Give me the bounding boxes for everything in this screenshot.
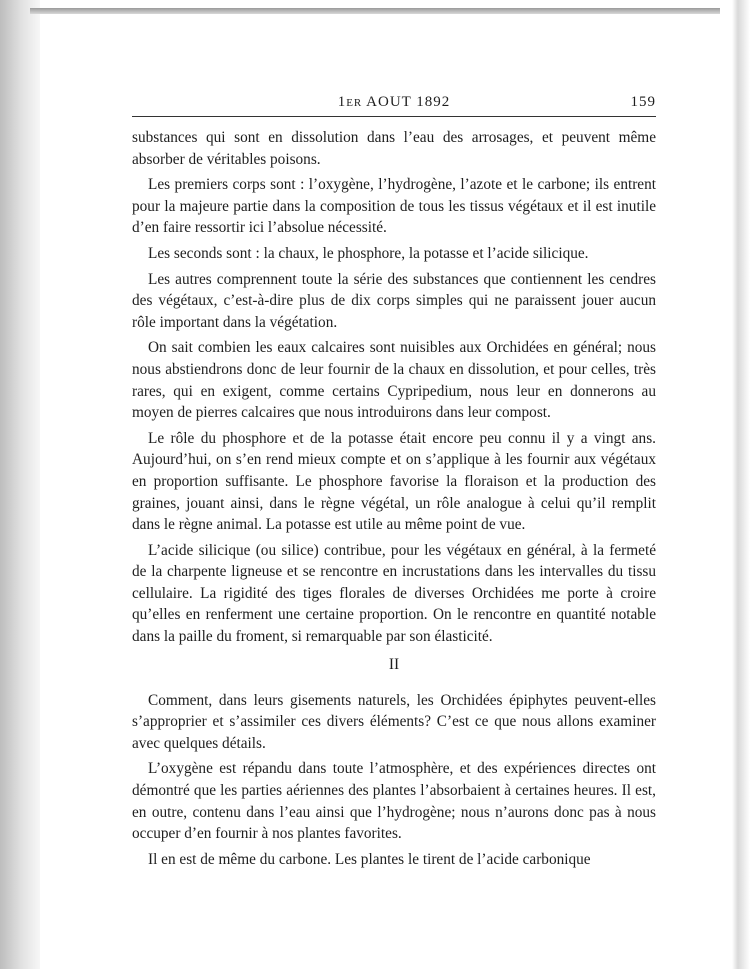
section-heading: II — [388, 655, 400, 673]
paragraph: L’acide silicique (ou silice) contribue, pour les végétaux en général, à la fermeté de la charpente ligneuse et se rencontre en incrustations dans les intervalles du tissu cellulaire. La rigidité des tiges florales de diverses Orchidées me porte à croire qu’elles en renferment une certaine proportion. On le rencontre en quantité notable dans la paille du froment, si remarquable par son élasticité. — [132, 541, 656, 646]
paragraph: L’oxygène est répandu dans toute l’atmosphère, et des expériences directes ont démontré que les parties aériennes des plantes l’absorbaient à certaines heures. Il est, en outre, contenu dans l’eau ainsi que l’hydrogène; nous n’aurons donc pas à nous occuper d’en fournir à nos plantes favorites. — [132, 760, 656, 843]
paragraph: On sait combien les eaux calcaires sont nuisibles aux Orchidées en général; nous nous abstiendrons donc de leur fournir de la chaux en dissolution, et pour celles, très rares, qui en exigent, comme certains Cypripedium, nous leur en donnerons au moyen de pierres calcaires que nous introduirons dans leur compost. — [132, 339, 656, 422]
page-number: 159 — [630, 94, 656, 110]
scan-edge-top — [30, 8, 730, 14]
paragraph: Il en est de même du carbone. Les plantes le tirent de l’acide carbonique — [148, 850, 591, 868]
body-text-before — [132, 127, 656, 648]
paragraph: Le rôle du phosphore et de la potasse était encore peu connu il y a vingt ans. Aujourd’hui, on s’en rend mieux compte et on s’applique à les fournir aux végétaux en proportion suffisante. Le phosphore favorise la floraison et la production des graines, jouant ainsi, dans le règne végétal, un rôle analogue à celui qu’il remplit dans le règne animal. La potasse est utile au même point de vue. — [132, 429, 656, 534]
paragraph: Les premiers corps sont : l’oxygène, l’hydrogène, l’azote et le carbone; ils entrent pour la majeure partie dans la composition de tous les tissus végétaux et il est inutile d’en faire ressortir ici l’absolue nécessité. — [132, 176, 656, 237]
header-rule — [132, 116, 656, 117]
body-text-after — [132, 690, 656, 871]
running-head — [132, 92, 656, 114]
paragraph: substances qui sont en dissolution dans l’eau des arrosages, et peuvent même absorber de véritables poisons. — [132, 129, 656, 168]
scan-shadow-left — [0, 0, 40, 969]
paragraph: Les seconds sont : la chaux, le phosphore, la potasse et l’acide silicique. — [148, 244, 589, 262]
scan-edge-right — [720, 0, 750, 969]
running-head-title: 1er AOUT 1892 — [337, 94, 451, 110]
paragraph: Les autres comprennent toute la série des substances que contiennent les cendres des végétaux, c’est-à-dire plus de dix corps simples qui ne paraissent jouer aucun rôle important dans la végétation. — [132, 270, 656, 331]
book-page — [132, 92, 656, 874]
paragraph: Comment, dans leurs gisements naturels, les Orchidées épiphytes peuvent-elles s’approprier et s’assimiler ces divers éléments? C’est ce que nous allons examiner avec quelques détails. — [132, 691, 656, 752]
